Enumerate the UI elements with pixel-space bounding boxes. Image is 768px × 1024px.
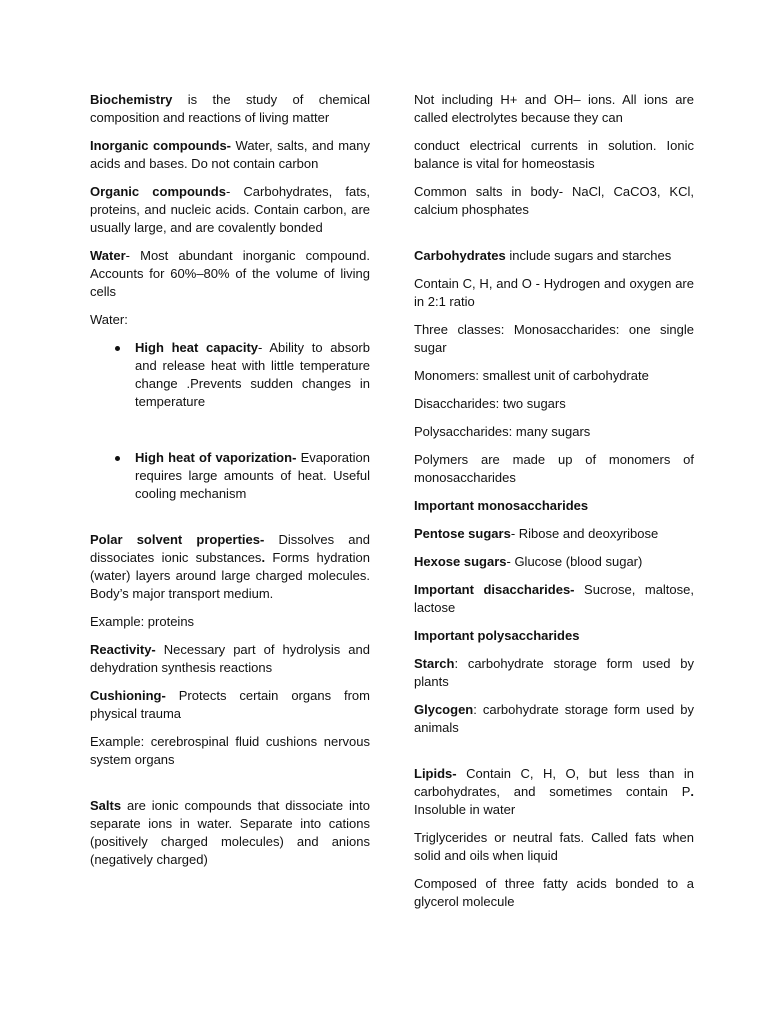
example-proteins: Example: proteins [90, 614, 195, 629]
polysaccharides-paragraph: Polysaccharides: many sugars [414, 424, 591, 439]
important-monosaccharides-heading: Important monosaccharides [414, 498, 589, 513]
term: Reactivity- [90, 642, 156, 657]
bullet-icon [115, 456, 120, 461]
hexose-paragraph: Hexose sugars- Glucose (blood sugar) [414, 554, 643, 569]
term: Biochemistry [90, 92, 173, 107]
term: Pentose sugars [414, 526, 511, 541]
salts-paragraph: Salts are ionic compounds that dissociate into separate ions in water. Separate into cations (positively charged molecules) and anions (negatively charged) [90, 798, 370, 867]
composed-paragraph: Composed of three fatty acids bonded to a glycerol molecule [414, 876, 694, 909]
bullet-icon [115, 346, 120, 351]
monomers-paragraph: Monomers: smallest unit of carbohydrate [414, 368, 649, 383]
term: Water [90, 248, 126, 263]
inorganic-paragraph: Inorganic compounds- Water, salts, and many acids and bases. Do not contain carbon [90, 138, 370, 171]
term: Salts [90, 798, 122, 813]
important-disaccharides-paragraph: Important disaccharides- Sucrose, maltose, lactose [414, 582, 694, 615]
example-csf: Example: cerebrospinal fluid cushions nervous system organs [90, 734, 370, 767]
common-salts-paragraph: Common salts in body- NaCl, CaCO3, KCl, calcium phosphates [414, 184, 694, 217]
term: Organic compounds [90, 184, 226, 199]
important-polysaccharides-heading: Important polysaccharides [414, 628, 580, 643]
term: Hexose sugars [414, 554, 507, 569]
disaccharides-paragraph: Disaccharides: two sugars [414, 396, 566, 411]
list-item: High heat of vaporization- Evaporation requires large amounts of heat. Useful cooling mechanism [90, 449, 370, 503]
biochemistry-paragraph: Biochemistry is the study of chemical composition and reactions of living matter [90, 92, 370, 125]
term: Starch [414, 656, 455, 671]
water-paragraph: Water- Most abundant inorganic compound. Accounts for 60%–80% of the volume of living cells [90, 248, 370, 299]
term: Carbohydrates [414, 248, 506, 263]
carb-contain-paragraph: Contain C, H, and O - Hydrogen and oxygen are in 2:1 ratio [414, 276, 694, 309]
pentose-paragraph: Pentose sugars- Ribose and deoxyribose [414, 526, 659, 541]
term: Cushioning- [90, 688, 166, 703]
three-classes-paragraph: Three classes: Monosaccharides: one single sugar [414, 322, 694, 355]
lipids-paragraph: Lipids- Contain C, H, O, but less than in carbohydrates, and sometimes contain P. Insoluble in water [414, 766, 694, 817]
term: Lipids- [414, 766, 457, 781]
organic-paragraph: Organic compounds- Carbohydrates, fats, proteins, and nucleic acids. Contain carbon, are usually large, and are covalently bonded [90, 184, 370, 235]
term: Important disaccharides- [414, 582, 575, 597]
polymers-paragraph: Polymers are made up of monomers of monosaccharides [414, 452, 694, 485]
left-column [90, 91, 370, 879]
polar-solvent-paragraph: Polar solvent properties- Dissolves and dissociates ionic substances. Forms hydration (water) layers around large charged molecules. Body’s major transport medium. [90, 532, 370, 601]
starch-paragraph: Starch: carbohydrate storage form used by plants [414, 656, 694, 689]
glycogen-paragraph: Glycogen: carbohydrate storage form used by animals [414, 702, 694, 735]
spacer [90, 421, 370, 439]
term: Glycogen [414, 702, 474, 717]
reactivity-paragraph: Reactivity- Necessary part of hydrolysis and dehydration synthesis reactions [90, 642, 370, 675]
list-item: High heat capacity- Ability to absorb and release heat with little temperature change .Prevents sudden changes in temperature [90, 339, 370, 411]
water-properties-list [90, 339, 370, 503]
triglycerides-paragraph: Triglycerides or neutral fats. Called fats when solid and oils when liquid [414, 830, 694, 863]
term: Inorganic compounds- [90, 138, 232, 153]
ionic-balance-paragraph: conduct electrical currents in solution. Ionic balance is vital for homeostasis [414, 138, 694, 171]
ions-paragraph: Not including H+ and OH– ions. All ions are called electrolytes because they can [414, 92, 694, 125]
right-column [414, 91, 694, 921]
water-heading: Water: [90, 312, 128, 327]
cushioning-paragraph: Cushioning- Protects certain organs from physical trauma [90, 688, 370, 721]
carbohydrates-paragraph: Carbohydrates include sugars and starches [414, 248, 672, 263]
term: Polar solvent properties- [90, 532, 265, 547]
